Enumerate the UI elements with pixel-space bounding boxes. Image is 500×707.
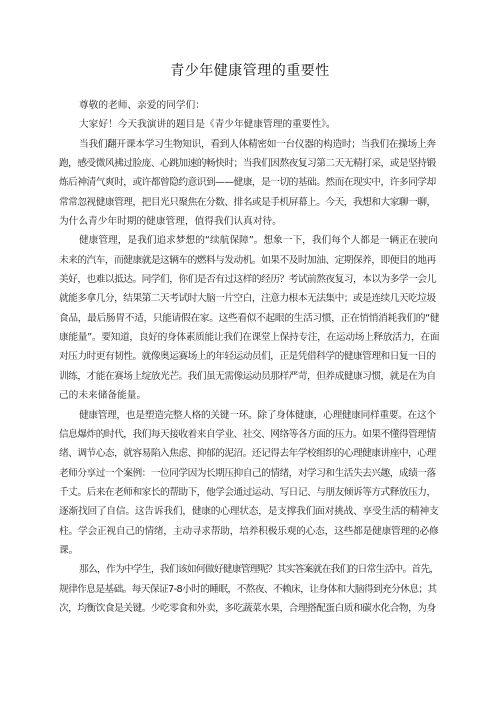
document-body <box>59 96 439 618</box>
paragraph-line: 健康管理，是我们追求梦想的“续航保障”。想象一下，我们每个人都是一辆正在驶向 <box>79 235 438 247</box>
paragraph-line: 未来的汽车，而健康就是这辆车的燃料与发动机。如果不及时加油、定期保养，即便目的地再 <box>59 254 436 266</box>
paragraph-line: 那么，作为中学生，我们该如何做好健康管理呢？其实答案就在我们的日常生活中。首先， <box>79 564 439 576</box>
paragraph-line: 为什么青少年时期的健康管理，值得我们认真对待。 <box>59 216 282 228</box>
paragraph-line: 大家好！今天我演讲的题目是《青少年健康管理的重要性》。 <box>79 119 336 131</box>
paragraph-line: 康能量”。要知道，良好的身体素质能让我们在课堂上保持专注，在运动场上释放活力，在面 <box>59 332 439 344</box>
paragraph-line: 己的未来储备能量。 <box>59 390 147 402</box>
paragraph-line: 课。 <box>59 544 79 556</box>
paragraph-line: 跑，感受微风拂过脸庞、心跳加速的畅快时；当我们因熬夜复习第二天无精打采，或是坚持锻 <box>59 158 436 170</box>
paragraph-line: 当我们翻开课本学习生物知识，看到人体精密如一台仪器的构造时；当我们在操场上奔 <box>79 138 436 150</box>
paragraph-line: 规律作息是基础。每天保证7-8小时的睡眠，不熬夜、不赖床，让身体和大脑得到充分休息；其 <box>59 583 437 595</box>
paragraph-line: 千丈。后来在老师和家长的帮助下，他学会通过运动、写日记、与朋友倾诉等方式释放压力， <box>59 486 436 498</box>
paragraph-line: 绪、调节心态，就容易陷入焦虑、抑郁的泥沼。还记得去年学校组织的心理健康讲座中，心理 <box>59 448 436 460</box>
paragraph-line: 美好，也难以抵达。同学们，你们是否有过这样的经历？考试前熬夜复习，本以为多学一会儿 <box>59 274 436 286</box>
paragraph-line: 训练，才能在赛场上绽放光芒。我们虽无需像运动员那样严苛，但养成健康习惯，就是在为自 <box>59 370 436 382</box>
paragraph-line: 常常忽视健康管理，把目光只聚焦在分数、排名或是手机屏幕上。今天，我想和大家聊一聊， <box>59 196 436 208</box>
paragraph-line: 炼后神清气爽时，或许都曾隐约意识到——健康，是一切的基础。然而在现实中，许多同学却 <box>59 177 436 189</box>
paragraph-line: 食品，最后肠胃不适，只能请假在家。这些看似不起眼的生活习惯，正在悄悄消耗我们的“健 <box>59 312 439 324</box>
paragraph-line: 信息爆炸的时代，我们每天接收着来自学业、社交、网络等各方面的压力。如果不懂得管理情 <box>59 428 436 440</box>
paragraph-line: 老师分享过一个案例：一位同学因为长期压抑自己的情绪，对学习和生活失去兴趣，成绩一落 <box>59 467 436 479</box>
paragraph-line: 尊敬的老师、亲爱的同学们： <box>79 100 205 111</box>
paragraph-line: 对压力时更有韧性。就像奥运赛场上的年轻运动员们，正是凭借科学的健康管理和日复一日的 <box>59 351 436 363</box>
paragraph-line: 健康管理，也是塑造完整人格的关键一环。除了身体健康，心理健康同样重要。在这个 <box>79 409 436 421</box>
paragraph-line: 就能多拿几分，结果第二天考试时大脑一片空白，注意力根本无法集中；或是连续几天吃垃圾 <box>59 293 436 305</box>
paragraph-line: 逐渐找回了自信。这告诉我们，健康的心理状态，是支撑我们面对挑战、享受生活的精神支 <box>59 506 439 518</box>
paragraph-line: 柱。学会正视自己的情绪，主动寻求帮助，培养积极乐观的心态，这些都是健康管理的必修 <box>59 525 439 537</box>
document-title: 青少年健康管理的重要性 <box>170 63 330 79</box>
paragraph-line: 次，均衡饮食是关键。少吃零食和外卖，多吃蔬菜水果，合理搭配蛋白质和碳水化合物，为身 <box>59 602 436 614</box>
